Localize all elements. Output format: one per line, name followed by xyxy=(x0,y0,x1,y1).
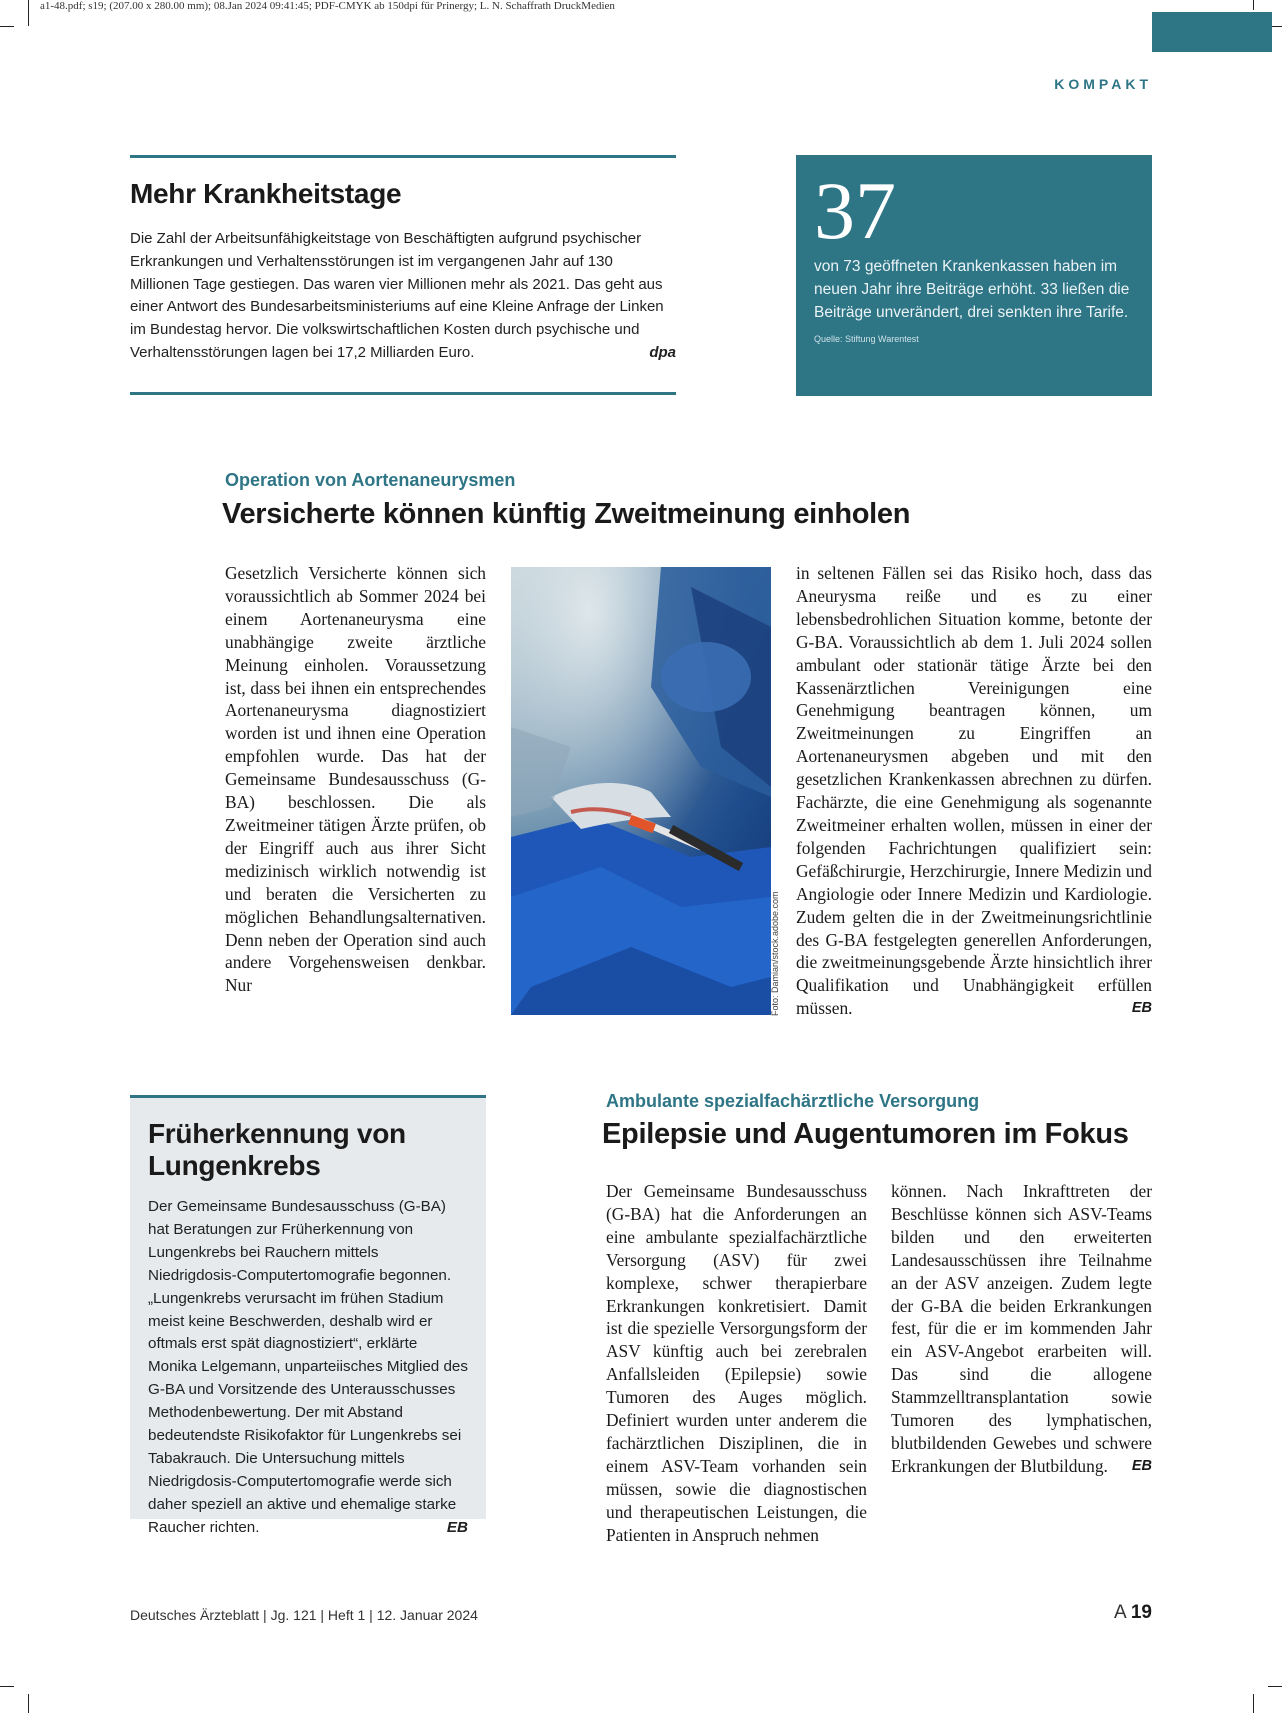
article-column-1: Gesetzlich Versicherte können sich voraussichtlich ab Sommer 2024 bei einem Aortenaneurysma eine unabhängige zweite ärztliche Meinung einholen. Voraussetzung ist, dass bei ihnen ein entsprechendes Aortenaneurysma diagnostiziert worden ist und ihnen eine Operation empfohlen wurde. Das hat der Gemeinsame Bundesausschuss (G-BA) beschlossen. Die als Zweitmeiner tätigen Ärzte prüfen, ob der Eingriff auch aus ihrer Sicht medizinisch wirklich notwendig ist und beraten die Versicherten zu möglichen Behandlungsalternativen. Denn neben der Operation sind auch andere Vorgehensweisen denkbar. Nur xyxy=(225,563,486,996)
article-mehr-krankheitstage xyxy=(130,155,676,395)
article-text: Die Zahl der Arbeitsunfähigkeitstage von Beschäftigten aufgrund psychischer Erkrankungen und Verhaltensstörungen ist im vergangenen Jahr auf 130 Millionen Tage gestiegen. Das waren vier Millionen mehr als 2021. Das geht aus einer Antwort des Bundesarbeitsministeriums auf eine Kleine Anfrage der Linken im Bundestag hervor. Die volkswirtschaftlichen Kosten durch psychische und Verhaltensstörungen lagen bei 17,2 Milliarden Euro. xyxy=(130,230,664,361)
article-signature: EB xyxy=(446,1518,468,1536)
article-column-2 xyxy=(796,562,1152,1020)
article-title: Versicherte können künftig Zweitmeinung einholen xyxy=(222,498,911,530)
article-text: Der Gemeinsame Bundesausschuss (G-BA) hat Beratungen zur Früherkennung von Lungenkrebs bei Rauchern mittels Niedrigdosis-Computertomografie begonnen. „Lungenkrebs verursacht im frühen Stadium meist keine Beschwerden, deshalb wird er oftmals erst spät diagnostiziert“, erklärte Monika Lelgemann, unparteiisches Mitglied des G-BA und Vorsitzende des Unterausschusses Methodenbewertung. Der mit Abstand bedeutendste Risikofaktor für Lungenkrebs sei Tabakrauch. Die Untersuchung mittels Niedrigdosis-Computertomografie werde sich daher speziell an aktive und ehemalige starke Raucher richten. xyxy=(148,1198,468,1536)
crop-mark xyxy=(1253,1694,1254,1713)
article-signature: EB xyxy=(1131,1457,1152,1474)
article-lungenkrebs-box xyxy=(130,1095,486,1536)
section-label: KOMPAKT xyxy=(1054,76,1152,92)
stat-source: Quelle: Stiftung Warentest xyxy=(814,334,919,344)
crop-mark xyxy=(0,26,14,27)
stat-box xyxy=(796,155,1152,396)
article-column-2 xyxy=(891,1180,1152,1478)
article-title: Mehr Krankheitstage xyxy=(130,178,402,209)
surgery-photo-image xyxy=(511,567,771,1015)
page-number-value: 19 xyxy=(1130,1602,1152,1623)
print-slug: a1-48.pdf; s19; (207.00 x 280.00 mm); 08.Jan 2024 09:41:45; PDF-CMYK ab 150dpi für Prinergy; L. N. Schaffrath DruckMedien xyxy=(40,0,615,12)
stat-text: von 73 geöffneten Krankenkassen haben im neuen Jahr ihre Beiträge erhöht. 33 ließen die Beiträge unverändert, drei senkten ihre Tarife. xyxy=(814,258,1130,321)
crop-mark xyxy=(0,1686,14,1687)
article-body xyxy=(148,1196,468,1540)
article-title: Früherkennung von Lungenkrebs xyxy=(148,1118,406,1181)
article-title: Epilepsie und Augentumoren im Fokus xyxy=(602,1118,1129,1150)
page-prefix: A xyxy=(1113,1602,1126,1623)
article-kicker: Operation von Aortenaneurysmen xyxy=(225,470,516,490)
article-signature: EB xyxy=(1131,1000,1152,1017)
article-signature: dpa xyxy=(649,343,676,361)
article-body xyxy=(130,228,676,365)
photo-credit: Foto: Damian/stock.adobe.com xyxy=(770,891,780,1016)
journal-footer: Deutsches Ärzteblatt | Jg. 121 | Heft 1 | 12. Januar 2024 xyxy=(130,1607,478,1623)
crop-mark xyxy=(1268,1686,1282,1687)
article-text: in seltenen Fällen sei das Risiko hoch, dass das Aneurysma reiße und es zu einer lebensbedrohlichen Situation komme, betonte der G-BA. Voraussichtlich ab dem 1. Juli 2024 sollen ambulant oder stationär tätige Ärzte bei den Kassenärztlichen Vereinigungen eine Genehmigung beantragen können, um Zweitmeinungen zu Eingriffen an Aortenaneurysmen abgeben und mit den gesetzlichen Krankenkassen abrechnen zu dürfen. Fachärzte, die eine Genehmigung als sogenannte Zweitmeiner erhalten wollen, müssen in einer der folgenden Fachrichtungen qualifiziert sein: Gefäßchirurgie, Herzchirurgie, Innere Medizin und Angiologie oder Innere Medizin und Kardiologie. Zudem gelten die in der Zweitmeinungsrichtlinie des G-BA festgelegten generellen Anforderungen, die zweitmeinungsgebende Ärzte hinsichtlich ihrer Qualifikation und Unabhängigkeit erfüllen müssen. xyxy=(796,563,1152,1019)
article-text: können. Nach Inkrafttreten der Beschlüsse können sich ASV-Teams bilden und den erweiterten Landesausschüssen ihre Teilnahme an der ASV anzeigen. Zudem legte der G-BA die beiden Erkrankungen fest, für die er im kommenden Jahr ein ASV-Angebot erarbeiten will. Das sind die allogene Stammzelltransplantation sowie Tumoren des lymphatischen, blutbildenden Gewebes und schwere Erkrankungen der Blutbildung. xyxy=(891,1181,1152,1476)
article-kicker: Ambulante spezialfachärztliche Versorgung xyxy=(606,1091,980,1111)
stat-number: 37 xyxy=(814,165,896,256)
page-number xyxy=(1114,1602,1152,1624)
surgery-photo xyxy=(511,567,771,1015)
crop-mark xyxy=(1253,0,1254,10)
crop-mark xyxy=(28,1694,29,1713)
article-column-1: Der Gemeinsame Bundesausschuss (G-BA) hat die Anforderungen an eine ambulante spezialfachärztliche Versorgung (ASV) für zwei komplexe, schwer therapierbare Erkrankungen konkretisiert. Damit ist die spezielle Versorgungsform der ASV künftig auch bei zerebralen Anfallsleiden (Epilepsie) sowie Tumoren des Auges möglich. Definiert wurden unter anderem die fachärztlichen Disziplinen, die in einem ASV-Team vorhanden sein müssen, sowie die diagnostischen und therapeutischen Leistungen, die Patienten in Anspruch nehmen xyxy=(606,1181,867,1545)
section-color-tab xyxy=(1152,12,1272,52)
crop-mark xyxy=(28,0,29,26)
